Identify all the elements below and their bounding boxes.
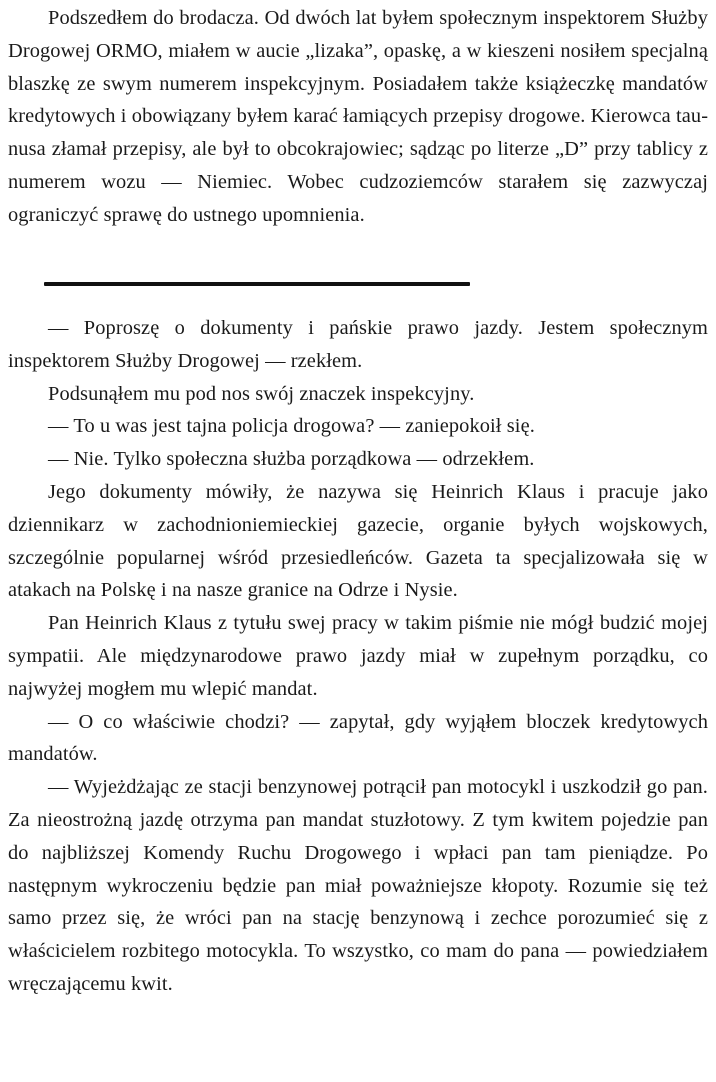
paragraph: Jego dokumenty mówiły, że nazywa się Heinrich Klaus i pracuje jako dziennikarz w zachodnioniemieckiej gazecie, organie byłych wojskowych, szczególnie popularnej wśród przesiedleńców. Gazeta ta specjalizowała się w atakach na Polskę i na nasze granice na Odrze i Nysie. [8,480,708,602]
paragraph: — O co właściwie chodzi? — zapytał, gdy wyjąłem bloczek kredytowych mandatów. [8,710,708,766]
text-block-bottom [8,312,708,1001]
paragraph: — Nie. Tylko społeczna służba porządkowa — odrzekłem. [48,448,535,471]
paragraph: Podsunąłem mu pod nos swój znaczek inspekcyjny. [48,382,475,405]
paragraph: — Poproszę o dokumenty i pańskie prawo jazdy. Jestem społecznym inspektorem Służby Drogowej — rzekłem. [8,317,708,372]
paragraph: — To u was jest tajna policja drogowa? — zaniepokoił się. [48,415,535,438]
section-divider [44,282,470,286]
paragraph: — Wyjeżdżając ze stacji benzynowej potrącił pan motocykl i uszkodził go pan. Za nieostrożną jazdę otrzyma pan mandat stuzłotowy. Z tym kwitem pojedzie pan do najbliższej Komendy Ruchu Drogowego i wpłaci pan tam pieniądze. Po następnym wykroczeniu będzie pan miał poważniejsze kłopoty. Rozumie się też samo przez się, że wróci pan na stację benzynową i zechce porozumieć się z właścicielem rozbitego motocykla. To wszystko, co mam do pana — powiedziałem wręczającemu kwit. [8,776,708,995]
text-block-top [8,2,708,232]
paragraph: Podszedłem do brodacza. Od dwóch lat byłem społecznym inspektorem Służby Drogowej ORMO, miałem w aucie „lizaka”, opaskę, a w kieszeni nosiłem specjalną blaszkę ze swym numerem inspekcyjnym. Posiadałem także książeczkę mandatów kredytowych i obowiązany byłem karać łamiących przepisy drogowe. Kierowca taunusa złamał przepisy, ale był to obcokrajowiec; sądząc po literze „D” przy tablicy z numerem wozu — Niemiec. Wobec cudzoziemców starałem się zazwyczaj ograniczyć sprawę do ustnego upomnienia. [8,7,708,226]
paragraph: Pan Heinrich Klaus z tytułu swej pracy w takim piśmie nie mógł budzić mojej sympatii. Ale międzynarodowe prawo jazdy miał w zupełnym porządku, co najwyżej mogłem mu wlepić mandat. [8,612,708,700]
